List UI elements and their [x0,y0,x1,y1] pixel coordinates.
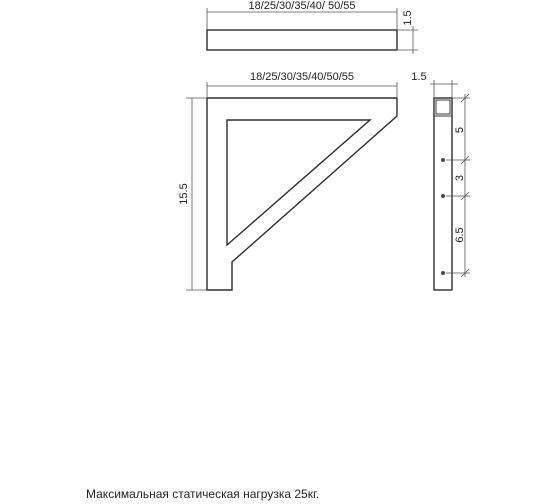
front-view-height-label: 15.5 [178,183,190,205]
side-view-segment-1: 5 [454,126,466,134]
load-caption: Максимальная статическая нагрузка 25кг. [86,487,320,501]
front-view [178,71,397,290]
top-view-thickness-label: 1.5 [402,10,414,26]
mounting-hole [441,158,445,162]
side-view [411,71,470,290]
side-view-top-square [436,100,450,114]
mounting-hole [441,271,445,275]
top-view-width-label: 18/25/30/35/40/ 50/55 [248,0,356,12]
top-view-plank [207,30,397,50]
bracket-outline [207,98,397,290]
top-view [207,0,418,54]
bracket-cutout [227,120,370,245]
side-view-segment-3: 6.5 [454,227,466,243]
front-view-width-label: 18/25/30/35/40/50/55 [250,71,354,83]
mounting-hole [441,194,445,198]
side-view-thickness-label: 1.5 [411,71,427,83]
side-view-segment-2: 3 [454,174,466,182]
